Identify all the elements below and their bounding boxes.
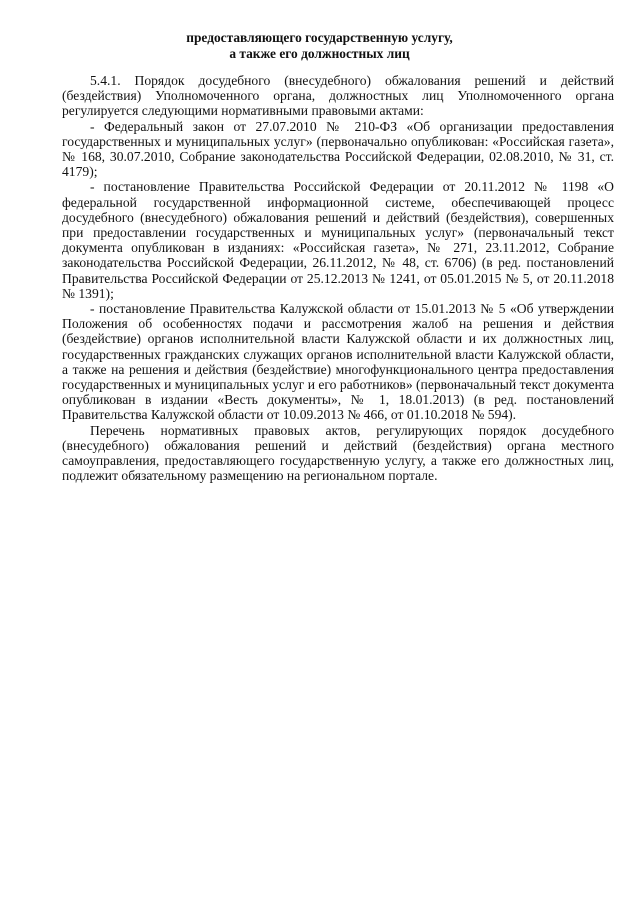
document-body: [62, 73, 614, 483]
paragraph-list-publication: Перечень нормативных правовых актов, регулирующих порядок досудебного (внесудебного) обжалования решений и действий (бездействия) органа местного самоуправления, предоставляющего государственную услугу, а также его должностных лиц, подлежит обязательному размещению на региональном портале.: [62, 422, 614, 484]
paragraph-5-4-1-intro: 5.4.1. Порядок досудебного (внесудебного) обжалования решений и действий (бездействия) Уполномоченного органа, должностных лиц Уполномоченного органа регулируется следующими нормативными правовыми актами:: [62, 73, 614, 119]
paragraph-kaluga-decree-5: - постановление Правительства Калужской области от 15.01.2013 № 5 «Об утверждении Положения об особенностях подачи и рассмотрения жалоб на решения и действия (бездействие) органов исполнительной власти Калужской области и их должностных лиц, государственных гражданских служащих органов исполнительной власти Калужской области, а также на решения и действия (бездействие) многофункционального центра предоставления государственных и муниципальных услуг и его работников» (первоначальный текст документа опубликован в издании «Весть документы», № 1, 18.01.2013) (в ред. постановлений Правительства Калужской области от 10.09.2013 № 466, от 01.10.2018 № 594).: [62, 301, 615, 423]
section-heading-line-1: предоставляющего государственную услугу,: [186, 30, 453, 45]
paragraph-federal-law-210: - Федеральный закон от 27.07.2010 № 210-ФЗ «Об организации предоставления государственных и муниципальных услуг» (первоначально опубликован: «Российская газета», № 168, 30.07.2010, Собрание законодательства Российской Федерации, 02.08.2010, № 31, ст. 4179);: [62, 118, 614, 180]
section-heading-line-2: а также его должностных лиц: [229, 46, 410, 61]
paragraph-government-decree-1198: - постановление Правительства Российской Федерации от 20.11.2012 № 1198 «О федеральной государственной информационной системе, обеспечивающей процесс досудебного (внесудебного) обжалования решений и действий (бездействия), совершенных при предоставлении государственных и муниципальных услуг» (первоначальный текст документа опубликован в изданиях: «Российская газета», № 271, 23.11.2012, Собрание законодательства Российской Федерации, 26.11.2012, № 48, ст. 6706) (в ред. постановлений Правительства Российской Федерации от 25.12.2013 № 1241, от 05.01.2015 № 5, от 20.11.2018 № 1391);: [62, 179, 614, 301]
